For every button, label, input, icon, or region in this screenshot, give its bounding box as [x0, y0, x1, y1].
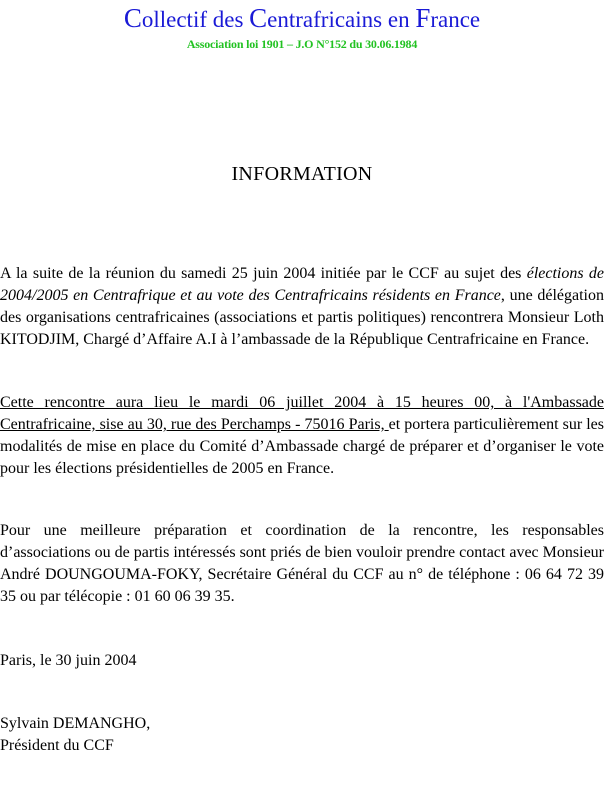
letterhead: [0, 4, 604, 52]
title-initial-c2: C: [249, 3, 268, 33]
paragraph-contact-info: Pour une meilleure préparation et coordination de la rencontre, les responsables d’associations ou de partis intéressés sont priés de bien vouloir prendre contact avec Monsieur André DOUNGOUMA-FOKY, Secrétaire Général du CCF au n° de téléphone : 06 64 72 39 35 ou par télécopie : 01 60 06 39 35.: [0, 522, 604, 605]
organization-subtitle: Association loi 1901 – J.O N°152 du 30.06.1984: [186, 37, 418, 51]
paragraph1-italic-topic: élections de 2004/2005 en Centrafrique et au vote des Centrafricains résidents en France: [0, 265, 604, 304]
signatory-name: Sylvain DEMANGHO,: [0, 715, 151, 732]
title-word-2: entrafricains en: [267, 7, 416, 32]
document-heading: INFORMATION: [231, 163, 373, 185]
title-initial-c1: C: [123, 3, 142, 33]
paragraph1-rest: , une délégation des organisations centrafricaines (associations et partis politiques) rencontrera Monsieur Loth KITODJIM, Chargé d’Affaire A.I à l’ambassade de la République Centrafricaine en France.: [0, 287, 604, 348]
paragraph2-underlined-details: Cette rencontre aura lieu le mardi 06 juillet 2004 à 15 heures 00, à l'Ambassade Centrafricaine, sise au 30, rue des Perchamps - 75016 Paris,: [0, 394, 604, 433]
organization-title: [0, 4, 604, 34]
paragraph-meeting-summary: [0, 263, 604, 351]
date-line: Paris, le 30 juin 2004: [0, 652, 137, 669]
signatory-role: Président du CCF: [0, 737, 114, 754]
title-initial-f: F: [415, 3, 431, 33]
title-word-3: rance: [430, 7, 481, 32]
paragraph1-intro: A la suite de la réunion du samedi 25 juin 2004 initiée par le CCF au sujet des: [0, 265, 527, 282]
title-word-1: ollectif des: [141, 7, 250, 32]
paragraph-meeting-details: [0, 392, 604, 480]
paragraph2-rest: et portera particulièrement sur les modalités de mise en place du Comité d’Ambassade chargé de préparer et d’organiser le vote pour les élections présidentielles de 2005 en France.: [0, 416, 604, 477]
